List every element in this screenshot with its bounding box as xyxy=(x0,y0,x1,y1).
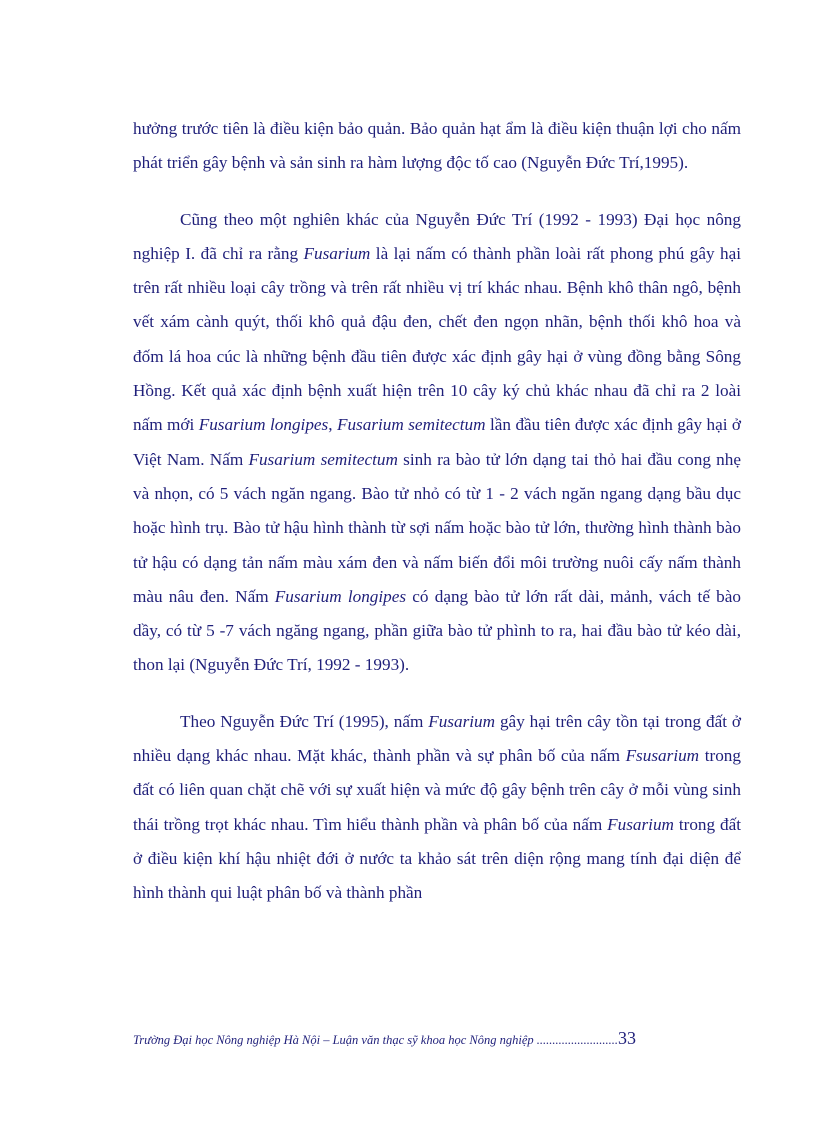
text-run: trong đất ở điều kiện khí hậu nhiệt đới ở nước ta khảo sát trên diện rộng mang tính đại diện để hình thành qui luật phân bố và thành phần xyxy=(133,814,741,903)
italic-term: Fusarium semitectum xyxy=(336,415,486,435)
text-run: Theo Nguyễn Đức Trí (1995), nấm xyxy=(180,711,429,731)
text-run: Cũng theo một nghiên khác của Nguyễn Đức Trí (1992 - 1993) Đại học nông nghiệp I. đã chỉ ra rằng xyxy=(133,209,741,263)
italic-term: Fusarium xyxy=(428,711,496,731)
italic-term: Fusarium longipes xyxy=(198,415,329,435)
paragraph xyxy=(133,203,741,683)
text-run: gây hại trên cây tồn tại trong đất ở nhiều dạng khác nhau. Mặt khác, thành phần và sự phân bố của nấm xyxy=(133,711,741,766)
italic-term: Fusarium semitectum xyxy=(248,449,398,469)
text-run: là lại nấm có thành phần loài rất phong phú gây hại trên rất nhiều loại cây trồng và trên rất nhiều vị trí khác nhau. Bệnh khô thân ngô, bệnh vết xám cành quýt, thối khô quả đậu đen, chết đen ngọn nhãn, bệnh thối khô hoa và đốm lá hoa cúc là những bệnh đầu tiên được xác định gây hại ở vùng đồng bằng Sông Hồng. Kết quả xác định bệnh xuất hiện trên 10 cây ký chủ khác nhau đã chỉ ra 2 loài nấm mới xyxy=(133,243,741,435)
italic-term: Fusarium xyxy=(607,814,674,834)
paragraph xyxy=(133,705,741,911)
page-number: 33 xyxy=(618,1028,636,1048)
italic-term: Fusarium xyxy=(303,243,371,263)
italic-term: Fusarium longipes xyxy=(274,586,407,606)
text-run: trong đất có liên quan chặt chẽ với sự xuất hiện và mức độ gây bệnh trên cây ở mỗi vùng sinh thái trồng trọt khác nhau. Tìm hiểu thành phần và phân bố của nấm xyxy=(133,746,741,834)
italic-term: Fsusarium xyxy=(625,746,700,766)
body-text xyxy=(133,112,741,933)
text-run: lần đầu tiên được xác định gây hại ở Việt Nam. Nấm xyxy=(133,415,742,469)
page-footer xyxy=(133,1028,693,1049)
text-run: , xyxy=(328,415,337,435)
footer-text: Trường Đại học Nông nghiệp Hà Nội – Luận văn thạc sỹ khoa học Nông nghiệp .......................... xyxy=(133,1033,618,1047)
text-run: có dạng bào tử lớn rất dài, mảnh, vách tế bào dầy, có từ 5 -7 vách ngăng ngang, phần giữa bào tử phình to ra, hai đầu bào tử kéo dài, thon lại (Nguyễn Đức Trí, 1992 - 1993). xyxy=(133,586,741,675)
text-run: hưởng trước tiên là điều kiện bảo quản. Bảo quản hạt ẩm là điều kiện thuận lợi cho nấm phát triển gây bệnh và sản sinh ra hàm lượng độc tố cao (Nguyễn Đức Trí,1995). xyxy=(133,119,741,173)
paragraph xyxy=(133,112,741,181)
text-run: sinh ra bào tử lớn dạng tai thỏ hai đầu cong nhẹ và nhọn, có 5 vách ngăn ngang. Bào tử nhỏ có từ 1 - 2 vách ngăn ngang dạng bầu dục hoặc hình trụ. Bào tử hậu hình thành từ sợi nấm hoặc bào tử lớn, thường hình thành bào tử hậu có dạng tản nấm màu xám đen và nấm biến đổi môi trường nuôi cấy nấm thành màu nâu đen. Nấm xyxy=(133,449,741,606)
